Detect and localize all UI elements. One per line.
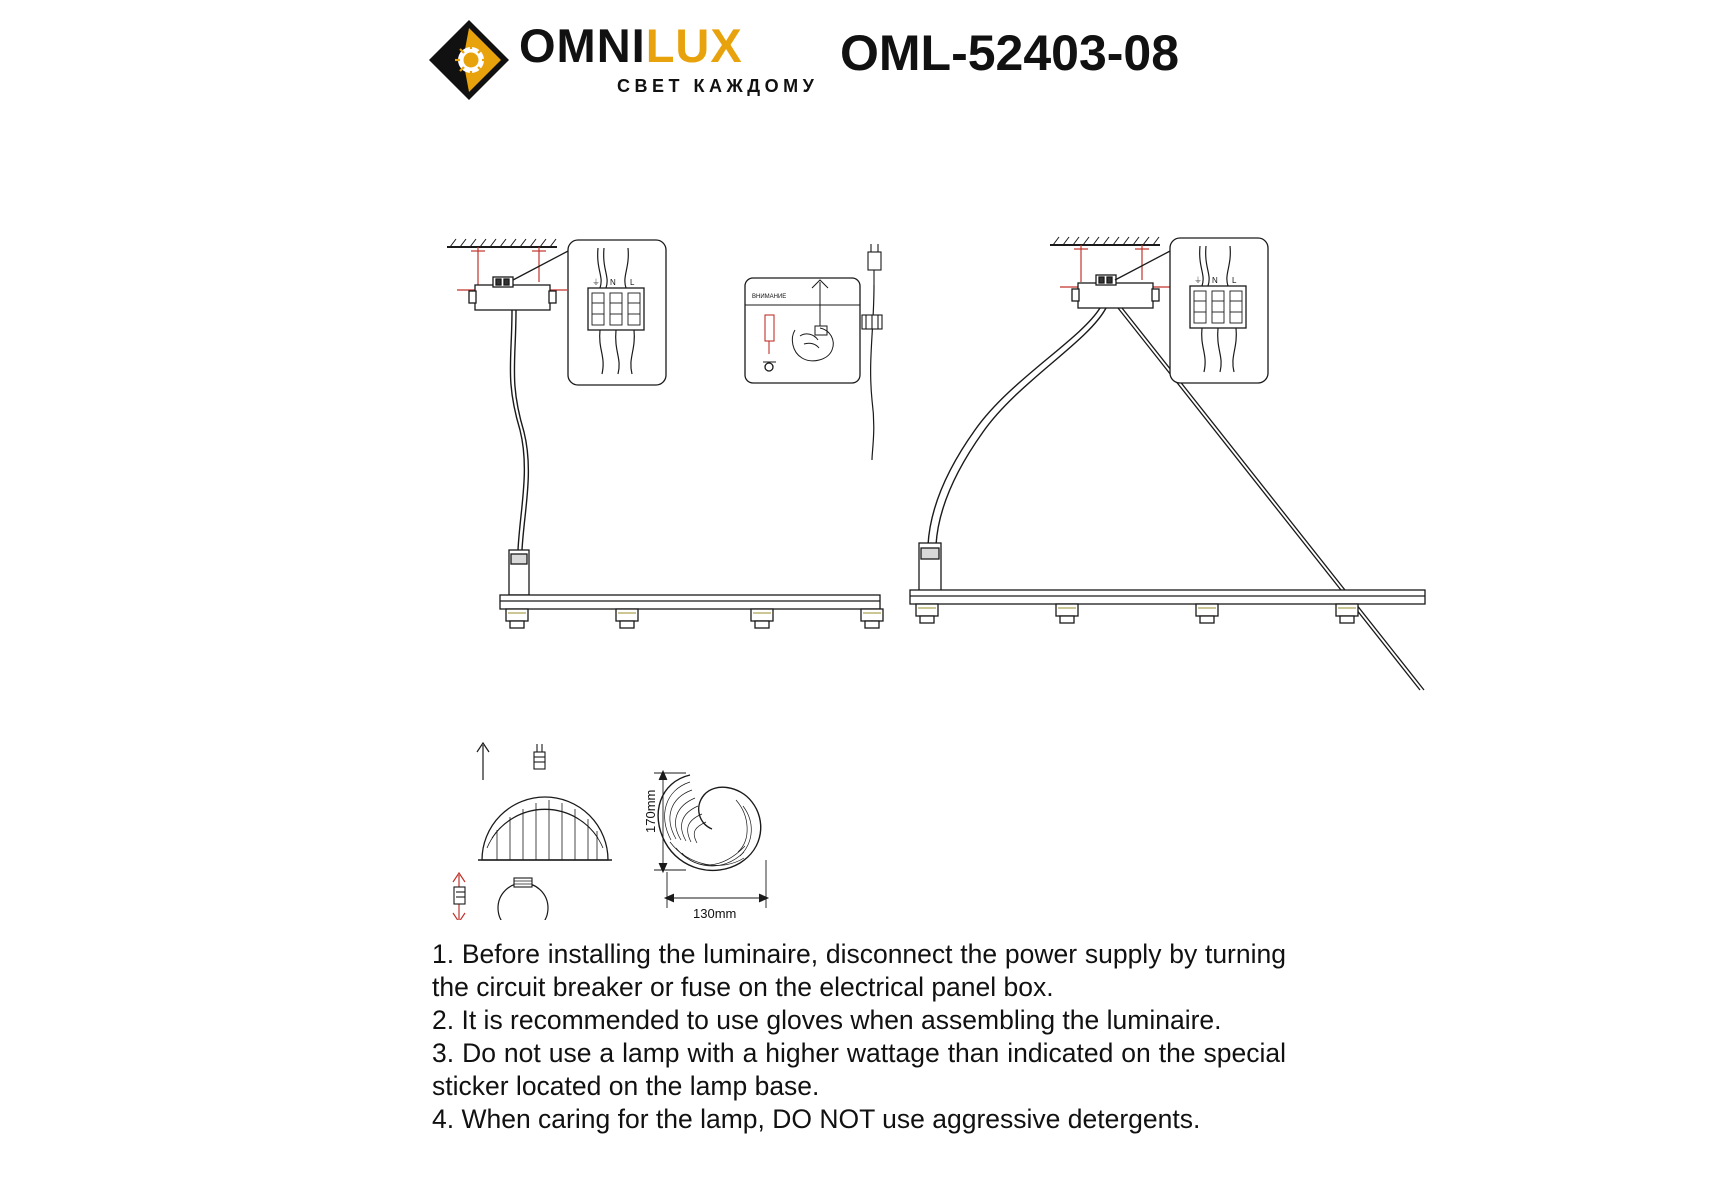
detail-4-terminal-block [1115,238,1268,383]
instructions-list [432,938,1286,1136]
svg-text:L: L [1232,276,1237,285]
brand-name-omni: OMNI [519,19,646,72]
instruction-item-4: 4. When caring for the lamp, DO NOT use aggressive detergents. [432,1104,1201,1134]
model-code: OML-52403-08 [840,25,1180,81]
instruction-item-2: 2. It is recommended to use gloves when assembling the luminaire. [432,1005,1222,1035]
svg-text:L: L [630,278,635,287]
svg-text:⏚: ⏚ [1194,276,1202,285]
brand-name [519,20,743,72]
detail-plug-sketch [862,244,882,460]
brand-tagline: СВЕТ КАЖДОМУ [617,76,819,96]
page-header [0,0,1715,130]
instruction-item-1: 1. Before installing the luminaire, disconnect the power supply by turning the circuit breaker or fuse on the electrical panel box. [432,939,1286,1002]
fig-right-assembly [910,237,1425,690]
svg-text:ВНИМАНИЕ: ВНИМАНИЕ [752,294,787,300]
detail-1-terminal-block [513,240,666,385]
fig-bulb-globe [498,878,548,920]
height-dimension-label: 170mm [643,789,658,833]
fig-shade-front [477,743,612,860]
installation-diagram [0,130,1715,920]
instruction-item-3: 3. Do not use a lamp with a higher wattage than indicated on the special sticker located on the lamp base. [432,1038,1286,1101]
svg-text:N: N [610,278,616,287]
omnilux-sunburst-logo-icon [427,18,511,102]
fig-bulb-insert [453,873,548,920]
svg-text:⏚: ⏚ [592,278,600,287]
brand-block [427,14,817,109]
fig-shade-side-dimensions [643,771,768,920]
detail-3-cable-adjust [745,278,860,383]
svg-text:N: N [1212,276,1218,285]
brand-name-lux: LUX [645,19,743,72]
width-dimension-label: 130mm [693,906,737,920]
